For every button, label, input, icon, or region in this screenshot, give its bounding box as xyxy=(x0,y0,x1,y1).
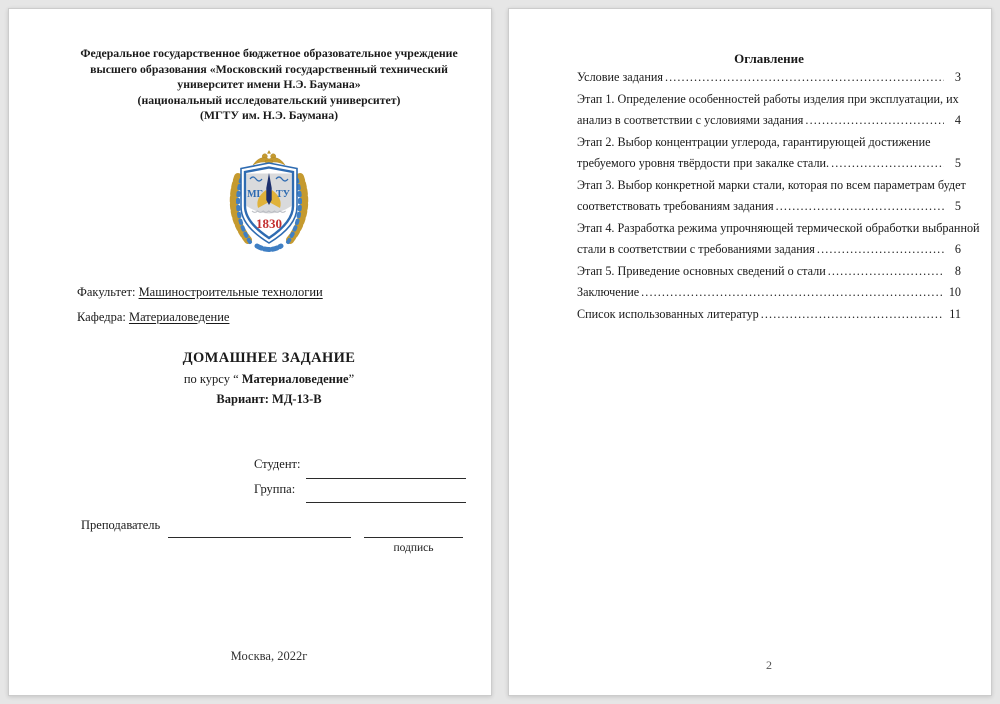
department-label: Кафедра: xyxy=(77,309,126,324)
toc-entry-text: соответствовать требованиям задания xyxy=(577,199,774,213)
emblem-year: 1830 xyxy=(256,216,282,231)
toc-page-number: 10 xyxy=(948,285,961,299)
department-value: Материаловедение xyxy=(128,309,230,324)
faculty-label: Факультет: xyxy=(77,285,136,299)
student-name-blank[interactable] xyxy=(306,478,466,479)
faculty-value: Машиностроительные технологии xyxy=(138,285,323,299)
toc-entry-text: Этап 5. Приведение основных сведений о стали xyxy=(577,263,826,278)
toc-page-number: 11 xyxy=(949,306,961,321)
header-line: университет имени Н.Э. Баумана» xyxy=(177,77,361,92)
assignment-title-block xyxy=(77,348,461,410)
group-blank[interactable] xyxy=(306,502,466,503)
header-line: Федеральное государственное бюджетное образовательное учреждение xyxy=(80,46,458,60)
toc-entry-text: Список использованных литератур xyxy=(577,306,759,321)
dot-leader xyxy=(828,261,944,283)
toc-page-number: 3 xyxy=(954,70,961,84)
teacher-label: Преподаватель xyxy=(81,518,161,532)
university-emblem xyxy=(77,150,461,252)
page-2-table-of-contents[interactable] xyxy=(508,8,992,696)
dot-leader xyxy=(831,153,944,175)
toc-entry-line[interactable] xyxy=(577,110,961,132)
variant-line: Вариант: МД-13-В xyxy=(216,392,322,406)
toc-entry-text: Заключение xyxy=(577,285,640,299)
toc-entry-line[interactable] xyxy=(577,282,961,304)
course-prefix: по курсу “ xyxy=(183,371,242,386)
course-line xyxy=(77,369,461,390)
city-year-line: Москва, 2022г xyxy=(230,649,308,663)
header-line: (национальный исследовательский университет) xyxy=(137,92,401,107)
student-label: Студент: xyxy=(254,457,301,471)
faculty-department-block xyxy=(77,280,461,329)
emblem-letters-right: ТУ xyxy=(275,189,291,200)
dot-leader xyxy=(761,304,944,326)
toc-entry-line[interactable] xyxy=(577,304,961,326)
dot-leader xyxy=(665,67,944,89)
toc-entry-line[interactable] xyxy=(577,153,961,175)
dot-leader xyxy=(817,239,944,261)
toc-entry-text: требуемого уровня твёрдости при закалке стали. xyxy=(577,156,830,170)
toc-entry-line[interactable]: Этап 3. Выбор конкретной марки стали, которая по всем параметрам будет xyxy=(577,177,966,192)
toc-title: Оглавление xyxy=(734,51,804,66)
emblem-letters-left: МГ xyxy=(247,189,263,200)
toc-entry-line[interactable]: Этап 4. Разработка режима упрочняющей термической обработки выбранной xyxy=(577,220,980,235)
bmstu-coat-of-arms-icon xyxy=(223,150,315,252)
header-line: (МГТУ им. Н.Э. Баумана) xyxy=(199,108,339,123)
teacher-name-blank[interactable] xyxy=(168,537,351,538)
group-label: Группа: xyxy=(254,482,296,496)
course-name: Материаловедение xyxy=(241,371,349,386)
page-number: 2 xyxy=(766,658,772,672)
toc-entry-line[interactable]: Этап 1. Определение особенностей работы изделия при эксплуатации, их xyxy=(577,91,959,106)
assignment-title: ДОМАШНЕЕ ЗАДАНИЕ xyxy=(182,350,356,366)
toc-page-number: 8 xyxy=(954,263,961,278)
toc-entry-line[interactable]: Этап 2. Выбор концентрации углерода, гарантирующей достижение xyxy=(577,134,931,149)
toc-entry-line[interactable] xyxy=(577,67,961,89)
toc-entry-line[interactable] xyxy=(577,261,961,283)
toc-page-number: 5 xyxy=(954,156,961,170)
course-suffix: ” xyxy=(348,371,355,386)
toc-page-number: 5 xyxy=(954,199,961,213)
toc-entry-text: стали в соответствии с требованиями задания xyxy=(577,242,815,256)
page-1-title-page[interactable] xyxy=(8,8,492,696)
toc-list xyxy=(577,67,980,325)
toc-entry-line[interactable] xyxy=(577,196,961,218)
faculty-line xyxy=(77,280,461,305)
dot-leader xyxy=(776,196,944,218)
toc-page-number: 6 xyxy=(954,242,961,256)
dot-leader xyxy=(805,110,944,132)
header-line: высшего образования «Московский государственный технический xyxy=(90,61,448,76)
toc-entry-text: Условие задания xyxy=(577,70,663,84)
department-line xyxy=(77,305,461,330)
toc-entry-text: анализ в соответствии с условиями задания xyxy=(577,113,804,127)
signature-blank[interactable] xyxy=(364,537,463,538)
signature-caption: подпись xyxy=(393,542,434,554)
toc-entry-line[interactable] xyxy=(577,239,961,261)
university-header xyxy=(77,46,461,124)
toc-page-number: 4 xyxy=(954,113,961,127)
dot-leader xyxy=(641,282,944,304)
